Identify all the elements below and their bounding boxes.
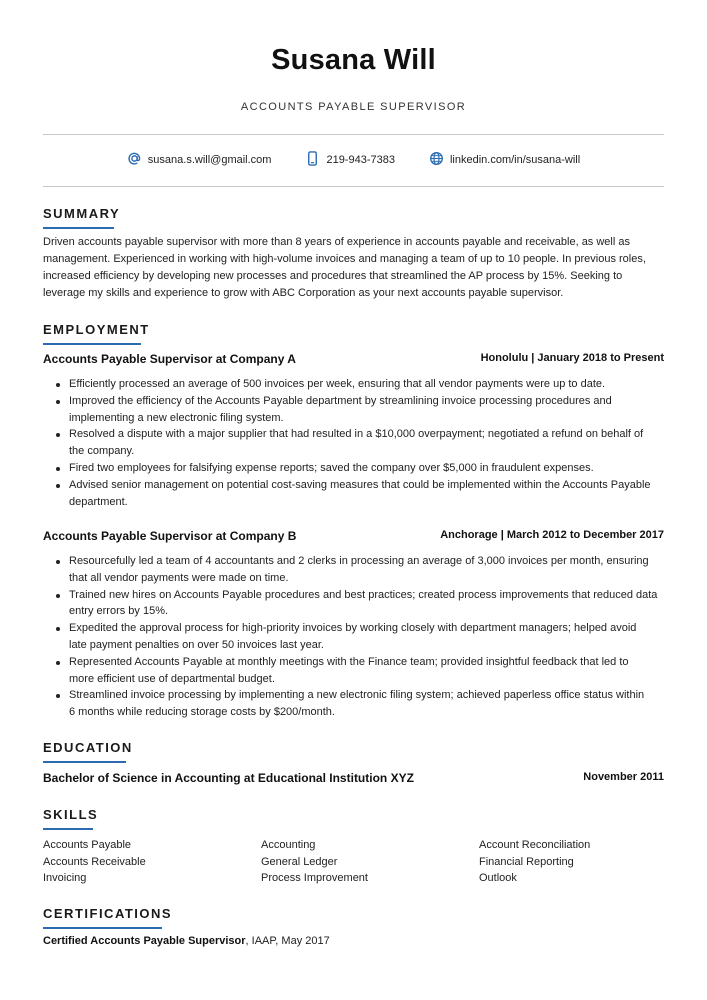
job-location-dates: Honolulu | January 2018 to Present	[480, 352, 664, 364]
bullet-line: Resolved a dispute with a major supplier that had resulted in a $10,000 overpayment; negotiated a refund on behalf of	[69, 428, 644, 441]
header-bottom-divider	[43, 186, 664, 187]
email-text: susana.s.will@gmail.com	[147, 154, 272, 166]
job-title: Accounts Payable Supervisor at Company A	[43, 352, 296, 366]
skills-heading-underline	[43, 828, 93, 830]
skill-item: Accounting	[261, 839, 316, 851]
bullet-line: Streamlined invoice processing by implementing a new electronic filing system; achieved paperless office status within	[69, 689, 645, 702]
summary-line: Driven accounts payable supervisor with more than 8 years of experience in accounts payable and receivable, as well as	[43, 236, 630, 248]
skill-item: Account Reconciliation	[479, 839, 591, 851]
degree-title: Bachelor of Science in Accounting at Educational Institution XYZ	[43, 771, 414, 785]
bullet-line: Trained new hires on Accounts Payable procedures and best practices; created process improvements that reduced data	[69, 588, 658, 601]
certification-name: Certified Accounts Payable Supervisor	[43, 935, 246, 947]
summary-line: leverage my skills and experience to grow with ABC Corporation as your next accounts payable supervisor.	[43, 287, 564, 299]
bullet-line: department.	[69, 495, 128, 508]
linkedin-text: linkedin.com/in/susana-will	[449, 154, 581, 166]
bullet-line: that all vendor payments were made on time.	[69, 571, 289, 584]
bullet-line: Represented Accounts Payable at monthly meetings with the Finance team; provided insightful feedback that led to	[69, 655, 629, 668]
bullet-line: late payment penalties on over 50 invoices last year.	[69, 638, 324, 651]
certification-entry	[43, 935, 330, 947]
job-title: Accounts Payable Supervisor at Company B	[43, 529, 297, 543]
summary-heading-text: SUMMARY	[43, 206, 121, 221]
education-heading	[43, 740, 133, 755]
job-bullet-list	[69, 376, 664, 510]
job-bullet	[69, 426, 664, 460]
certifications-heading-underline	[43, 927, 162, 929]
phone-text: 219-943-7383	[326, 154, 395, 166]
job-bullet	[69, 376, 664, 393]
certifications-heading	[43, 906, 172, 921]
job-location-dates: Anchorage | March 2012 to December 2017	[440, 529, 664, 541]
summary-heading-underline	[43, 227, 114, 229]
employment-heading-underline	[43, 343, 141, 345]
phone-icon	[305, 151, 320, 169]
at-sign-icon	[127, 151, 142, 169]
skill-item: Financial Reporting	[479, 855, 574, 868]
skill-item: Process Improvement	[261, 872, 368, 885]
skill-item: Outlook	[479, 872, 517, 885]
header-top-divider	[43, 134, 664, 135]
job-headline: ACCOUNTS PAYABLE SUPERVISOR	[240, 101, 467, 113]
job-bullet	[69, 553, 664, 587]
education-heading-text: EDUCATION	[43, 740, 133, 755]
summary-paragraph	[43, 234, 664, 302]
bullet-line: Expedited the approval process for high-priority invoices by working closely with department managers; helped avoid	[69, 622, 637, 635]
job-bullet	[69, 460, 664, 477]
globe-icon	[429, 151, 444, 169]
job-bullet	[69, 393, 664, 427]
job-bullet	[69, 477, 664, 511]
summary-line: increased efficiency by developing new processes and procedures that streamlined the AP process by 15%. Seeking to	[43, 270, 623, 282]
job-bullet	[69, 654, 664, 688]
certifications-heading-text: CERTIFICATIONS	[43, 906, 173, 921]
skill-item: Accounts Receivable	[43, 855, 146, 868]
job-bullet	[69, 620, 664, 654]
employment-heading	[43, 322, 150, 337]
contact-linkedin[interactable]	[429, 151, 580, 169]
bullet-line: Fired two employees for falsifying expense reports; saved the company over $5,000 in fraudulent expenses.	[69, 461, 594, 474]
bullet-line: Efficiently processed an average of 500 invoices per week, ensuring that all vendor payments were up to date.	[69, 378, 606, 390]
summary-heading	[43, 206, 120, 221]
candidate-name: Susana Will	[271, 44, 436, 76]
skills-grid	[43, 837, 664, 887]
job-bullet	[69, 687, 664, 721]
skill-item: General Ledger	[261, 855, 338, 868]
contact-phone[interactable]	[305, 151, 395, 169]
skills-heading-text: SKILLS	[43, 807, 99, 822]
job-bullet-list	[69, 553, 664, 721]
bullet-line: Resourcefully led a team of 4 accountants and 2 clerks in processing an average of 3,000 invoices per month, ensuring	[69, 555, 649, 567]
contact-email[interactable]	[127, 151, 272, 169]
bullet-line: the company.	[69, 445, 135, 458]
bullet-line: Improved the efficiency of the Accounts Payable department by streamlining invoice processing procedures and	[69, 394, 612, 407]
summary-line: management. Experienced in working with high-volume invoices and managing a team of up to 10 people. In previous roles,	[43, 253, 646, 265]
skills-heading	[43, 807, 98, 822]
bullet-line: 6 months while reducing storage costs by $200/month.	[69, 706, 335, 719]
skill-item: Accounts Payable	[43, 839, 132, 851]
job-bullet	[69, 587, 664, 621]
bullet-line: entry errors by 15%.	[69, 605, 169, 618]
employment-heading-text: EMPLOYMENT	[43, 322, 150, 337]
bullet-line: implementing a new electronic filing system.	[69, 411, 284, 424]
bullet-line: Advised senior management on potential cost-saving measures that could be implemented within the Accounts Payable	[69, 478, 651, 491]
skill-item: Invoicing	[43, 872, 87, 885]
certification-detail: , IAAP, May 2017	[245, 935, 330, 947]
degree-date: November 2011	[583, 771, 664, 783]
education-heading-underline	[43, 761, 126, 763]
contact-bar	[43, 151, 664, 169]
bullet-line: more efficient use of departmental budget.	[69, 672, 275, 685]
